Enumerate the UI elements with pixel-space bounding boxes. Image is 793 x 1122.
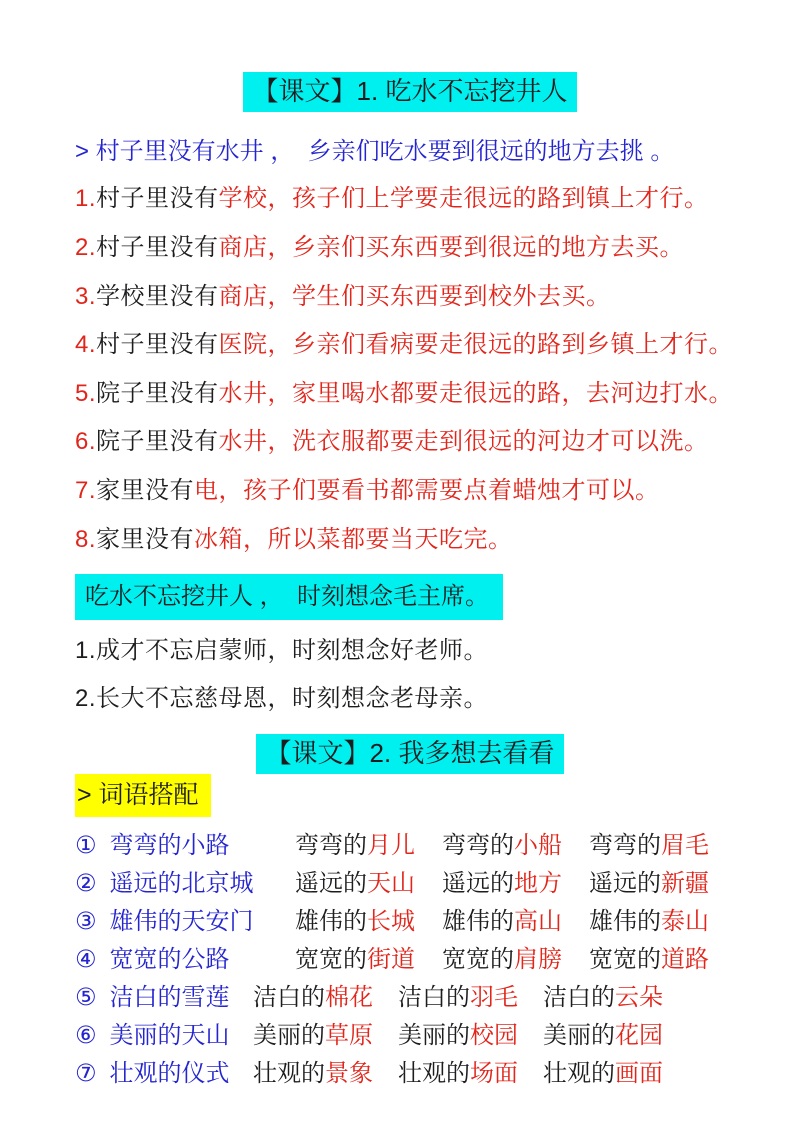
match-prefix: 壮观的 — [543, 1059, 615, 1087]
lesson2-title: 【课文】2. 我多想去看看 — [256, 734, 565, 774]
row-number: ④ — [75, 945, 97, 973]
match-word: 棉花 — [325, 983, 373, 1011]
match-word: 花园 — [615, 1021, 663, 1049]
sentence-number: 1. — [75, 185, 97, 213]
sentence-emphasis-text: 学校，孩子们上学要走很远的路到镇上才行。 — [218, 185, 709, 213]
lesson1-sentence-7 — [75, 477, 745, 505]
match-prefix: 宽宽的 — [442, 945, 514, 973]
row-lead-phrase: 洁白的雪莲 — [109, 983, 230, 1011]
match-word: 道路 — [661, 945, 709, 973]
match-prefix: 遥远的 — [589, 869, 661, 897]
match-prefix: 壮观的 — [398, 1059, 470, 1087]
sentence-number: 3. — [75, 282, 97, 310]
sentence-plain-text: 家里没有 — [96, 477, 195, 505]
match-word: 景象 — [325, 1059, 373, 1087]
lesson1-analogy-2: 2.长大不忘慈母恩，时刻想念老母亲。 — [75, 685, 489, 713]
lesson1-sentence-8 — [75, 526, 745, 554]
sentence-plain-text: 院子里没有 — [96, 428, 219, 456]
match-word: 眉毛 — [661, 831, 709, 859]
match-prefix: 雄伟的 — [295, 907, 367, 935]
sentence-plain-text: 村子里没有 — [96, 234, 219, 262]
sentence-number: 7. — [75, 477, 97, 505]
sentence-number: 2. — [75, 234, 97, 262]
match-word: 新疆 — [661, 869, 709, 897]
match-word: 画面 — [615, 1059, 663, 1087]
sentence-number: 4. — [75, 331, 97, 359]
row-lead-phrase: 美丽的天山 — [109, 1021, 230, 1049]
match-prefix: 遥远的 — [295, 869, 367, 897]
match-word: 长城 — [367, 907, 415, 935]
row-lead-phrase: 弯弯的小路 — [109, 831, 230, 859]
sentence-plain-text: 院子里没有 — [96, 379, 219, 407]
sentence-emphasis-text: 冰箱，所以菜都要当天吃完。 — [194, 525, 513, 553]
match-prefix: 洁白的 — [253, 983, 325, 1011]
lesson1-sentence-6 — [75, 428, 745, 456]
lesson1-analogy-1: 1.成才不忘启蒙师，时刻想念好老师。 — [75, 636, 489, 664]
sentence-emphasis-text: 水井，洗衣服都要走到很远的河边才可以洗。 — [218, 428, 709, 456]
match-prefix: 宽宽的 — [589, 945, 661, 973]
word-row-3 — [75, 903, 745, 941]
match-prefix: 遥远的 — [442, 869, 514, 897]
word-row-5 — [75, 979, 745, 1017]
row-lead-phrase: 遥远的北京城 — [109, 869, 254, 897]
word-row-2 — [75, 865, 745, 903]
match-prefix: 弯弯的 — [295, 831, 367, 859]
match-word: 草原 — [325, 1021, 373, 1049]
sentence-emphasis-text: 商店，学生们买东西要到校外去买。 — [218, 282, 611, 310]
sentence-emphasis-text: 电，孩子们要看书都需要点着蜡烛才可以。 — [194, 477, 660, 505]
sentence-emphasis-text: 水井，家里喝水都要走很远的路，去河边打水。 — [218, 379, 734, 407]
row-lead-phrase: 壮观的仪式 — [109, 1059, 230, 1087]
match-word: 云朵 — [615, 983, 663, 1011]
row-number: ⑦ — [75, 1059, 97, 1087]
lesson1-sentence-4 — [75, 331, 745, 359]
match-word: 场面 — [470, 1059, 518, 1087]
match-word: 羽毛 — [470, 983, 518, 1011]
sentence-emphasis-text: 商店，乡亲们买东西要到很远的地方去买。 — [218, 234, 685, 262]
match-word: 街道 — [367, 945, 415, 973]
lesson1-sentence-5 — [75, 380, 745, 408]
lesson1-quote: > 村子里没有水井 ， 乡亲们吃水要到很远的地方去挑 。 — [75, 137, 675, 165]
sentence-number: 8. — [75, 525, 97, 553]
sentence-plain-text: 学校里没有 — [96, 282, 219, 310]
sentence-plain-text: 村子里没有 — [96, 331, 219, 359]
row-number: ① — [75, 831, 97, 859]
row-number: ⑥ — [75, 1021, 97, 1049]
sentence-number: 5. — [75, 379, 97, 407]
row-lead-phrase: 宽宽的公路 — [109, 945, 230, 973]
lesson1-sentence-3 — [75, 283, 745, 311]
match-prefix: 洁白的 — [398, 983, 470, 1011]
row-lead-phrase: 雄伟的天安门 — [109, 907, 254, 935]
match-word: 天山 — [367, 869, 415, 897]
match-prefix: 宽宽的 — [295, 945, 367, 973]
match-prefix: 美丽的 — [253, 1021, 325, 1049]
lesson1-sentence-1 — [75, 185, 745, 213]
match-prefix: 美丽的 — [398, 1021, 470, 1049]
match-word: 高山 — [514, 907, 562, 935]
match-prefix: 雄伟的 — [589, 907, 661, 935]
match-prefix: 弯弯的 — [442, 831, 514, 859]
row-number: ⑤ — [75, 983, 97, 1011]
match-prefix: 美丽的 — [543, 1021, 615, 1049]
word-match-heading: > 词语搭配 — [75, 774, 211, 817]
match-prefix: 壮观的 — [253, 1059, 325, 1087]
match-word: 肩膀 — [514, 945, 562, 973]
match-word: 地方 — [514, 869, 562, 897]
sentence-plain-text: 家里没有 — [96, 525, 195, 553]
sentence-emphasis-text: 医院，乡亲们看病要走很远的路到乡镇上才行。 — [218, 331, 734, 359]
word-row-1 — [75, 827, 745, 865]
lesson1-title: 【课文】1. 吃水不忘挖井人 — [243, 72, 578, 112]
word-row-4 — [75, 941, 745, 979]
match-prefix: 弯弯的 — [589, 831, 661, 859]
lesson1-summary-highlight: 吃水不忘挖井人 ， 时刻想念毛主席。 — [75, 574, 503, 620]
match-prefix: 雄伟的 — [442, 907, 514, 935]
sentence-number: 6. — [75, 428, 97, 456]
word-row-6 — [75, 1017, 745, 1055]
row-number: ③ — [75, 907, 97, 935]
sentence-plain-text: 村子里没有 — [96, 185, 219, 213]
word-match-table — [75, 827, 745, 1093]
match-word: 泰山 — [661, 907, 709, 935]
row-number: ② — [75, 869, 97, 897]
match-word: 校园 — [470, 1021, 518, 1049]
lesson1-sentence-2 — [75, 234, 745, 262]
match-word: 小船 — [514, 831, 562, 859]
match-word: 月儿 — [367, 831, 415, 859]
match-prefix: 洁白的 — [543, 983, 615, 1011]
word-row-7 — [75, 1055, 745, 1093]
